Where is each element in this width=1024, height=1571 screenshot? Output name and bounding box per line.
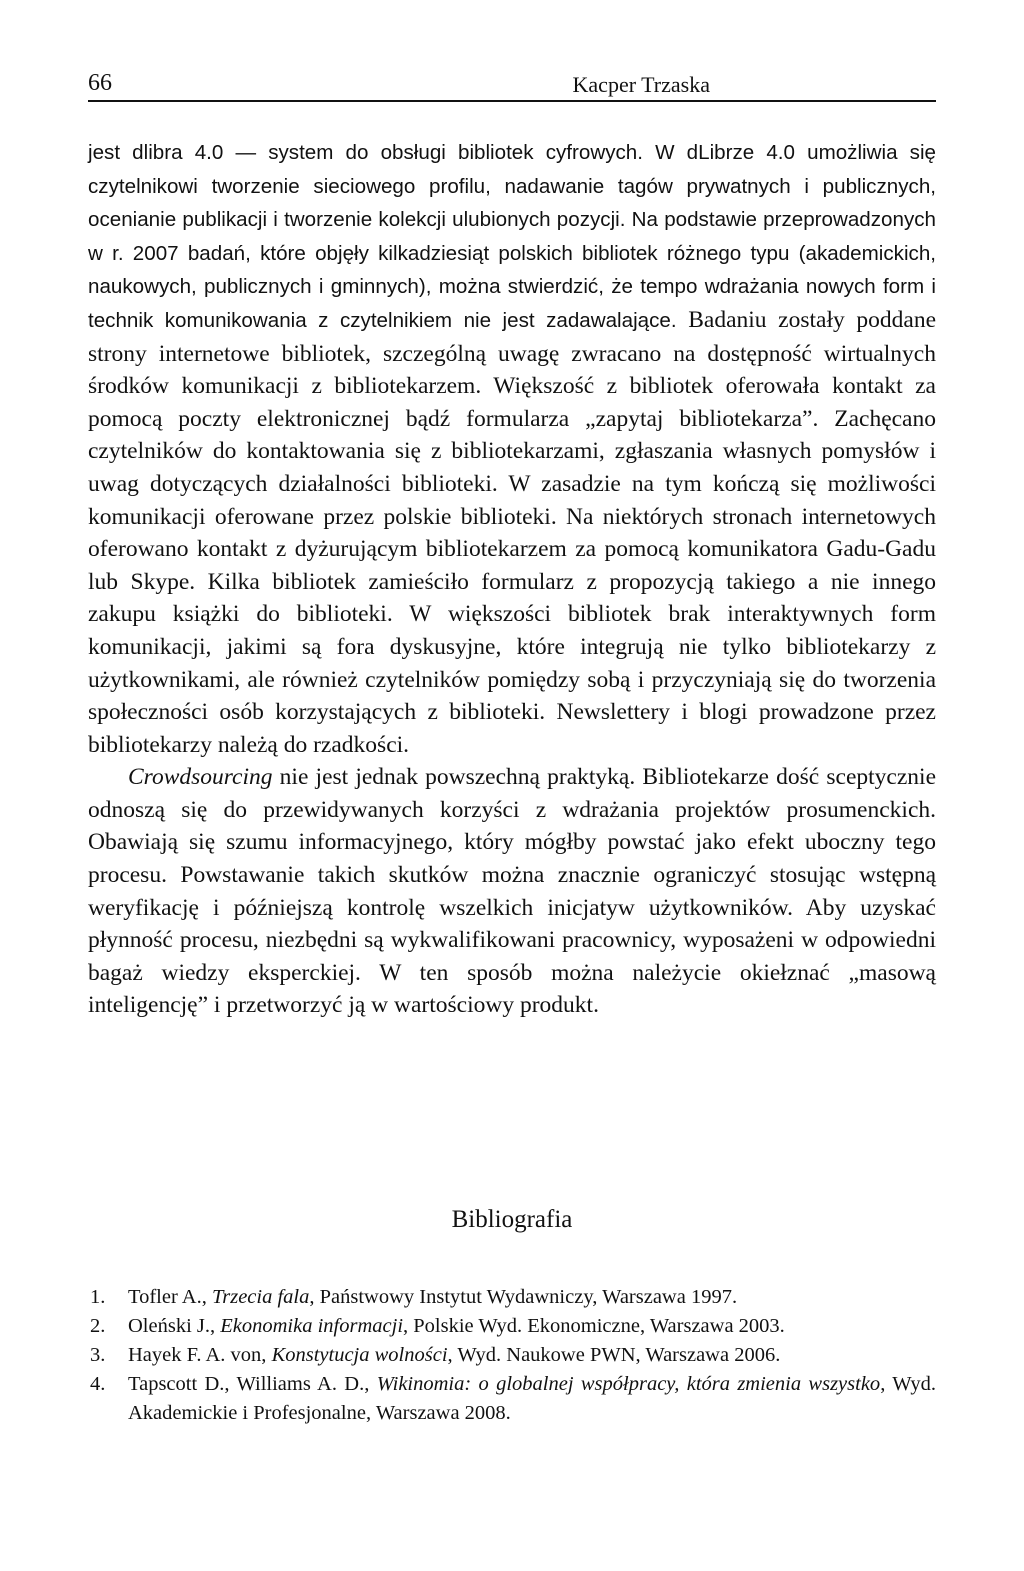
- bibliography-item-number: 2.: [90, 1315, 106, 1337]
- bibliography-item-number: 3.: [90, 1344, 106, 1366]
- paragraph-1-serif-text: Badaniu zostały poddane strony internetowe bibliotek, szczególną uwagę zwracano na dostępność wirtualnych środków komunikacji z bibliotekarzem. Większość z bibliotek oferowała kontakt za pomocą poczty elektronicznej bądź formularza „zapytaj bibliotekarza”. Zachęcano czytelników do kontaktowania się z bibliotekarzami, zgłaszania własnych pomysłów i uwag dotyczących działalności biblioteki. W zasadzie na tym kończą się możliwości komunikacji oferowane przez polskie biblioteki. Na niektórych stronach internetowych oferowano kontakt z dyżurującym bibliotekarzem za pomocą komunikatora Gadu-Gadu lub Skype. Kilka bibliotek zamieściło formularz z propozycją takiego a nie innego zakupu książki do biblioteki. W większości bibliotek brak interaktywnych form komunikacji, jakimi są fora dyskusyjne, które integrują nie tylko bibliotekarzy z użytkownikami, ale również czytelników pomiędzy sobą i przyczyniają się do tworzenia społeczności osób korzystających z biblioteki. Newslettery i blogi prowadzone przez bibliotekarzy należą do rzadkości.: [88, 306, 936, 758]
- bibliography-item: [88, 1341, 936, 1370]
- paragraph-2-text: nie jest jednak powszechną praktyką. Bibliotekarze dość sceptycznie odnoszą się do przewidywanych korzyści z wdrażania projektów prosumenckich. Obawiają się szumu informacyjnego, który mógłby powstać jako efekt uboczny tego procesu. Powstawanie takich skutków można znacznie ograniczyć stosując wstępną weryfikację i późniejszą kontrolę wszelkich inicjatyw użytkowników. Aby uzyskać płynność procesu, niezbędni są wykwalifikowani pracownicy, wyposażeni w odpowiedni bagaż wiedzy eksperckiej. W ten sposób można należycie okiełznać „masową inteligencję” i przetworzyć ją w wartościowy produkt.: [88, 764, 936, 1019]
- main-text: [88, 136, 936, 1022]
- bibliography-item-number: 4.: [90, 1373, 106, 1395]
- bibliography-publisher: , Polskie Wyd. Ekonomiczne, Warszawa 2003.: [403, 1315, 785, 1337]
- bibliography-title: Trzecia fala: [211, 1286, 310, 1308]
- bibliography-publisher: , Wyd. Akademickie i Profesjonalne, Warszawa 2008.: [128, 1373, 937, 1424]
- bibliography-title: Wikinomia: o globalnej współpracy, która zmienia wszystko: [376, 1373, 881, 1395]
- bibliography-item: [88, 1283, 936, 1312]
- bibliography-publisher: , Wyd. Naukowe PWN, Warszawa 2006.: [447, 1344, 781, 1366]
- running-author: Kacper Trzaska: [572, 72, 710, 97]
- bibliography-author: Hayek F. A. von,: [128, 1344, 272, 1366]
- bibliography-heading: Bibliografia: [451, 1206, 573, 1233]
- bibliography-title: Ekonomika informacji: [220, 1315, 404, 1337]
- bibliography-item: [88, 1370, 936, 1428]
- bibliography-item: [88, 1312, 936, 1341]
- bibliography-author: Oleński J.,: [128, 1315, 221, 1337]
- running-header: [88, 66, 936, 102]
- bibliography-publisher: , Państwowy Instytut Wydawniczy, Warszawa 1997.: [309, 1286, 738, 1308]
- bibliography-list: [88, 1283, 936, 1428]
- paragraph-1-sans-text: jest dlibra 4.0 — system do obsługi bibliotek cyfrowych. W dLibrze 4.0 umożliwia się czytelnikowi tworzenie sieciowego profilu, nadawanie tagów prywatnych i publicznych, ocenianie publikacji i tworzenie kolekcji ulubionych pozycji. Na podstawie przeprowadzonych w r. 2007 badań, które objęły kilkadziesiąt polskich bibliotek różnego typu (akademickich, naukowych, publicznych i gminnych), można stwierdzić, że tempo wdrażania nowych form i technik komunikowania z czytelnikiem nie jest zadawalające.: [88, 141, 936, 332]
- bibliography-item-number: 1.: [90, 1286, 106, 1308]
- paragraph-1: [88, 136, 936, 761]
- bibliography-author: Tapscott D., Williams A. D.,: [128, 1373, 377, 1395]
- bibliography-author: Tofler A.,: [128, 1286, 212, 1308]
- crowdsourcing-term: Crowdsourcing: [128, 764, 273, 791]
- bibliography-title: Konstytucja wolności: [271, 1344, 448, 1366]
- page-number: 66: [88, 70, 112, 96]
- paragraph-2: [88, 761, 936, 1022]
